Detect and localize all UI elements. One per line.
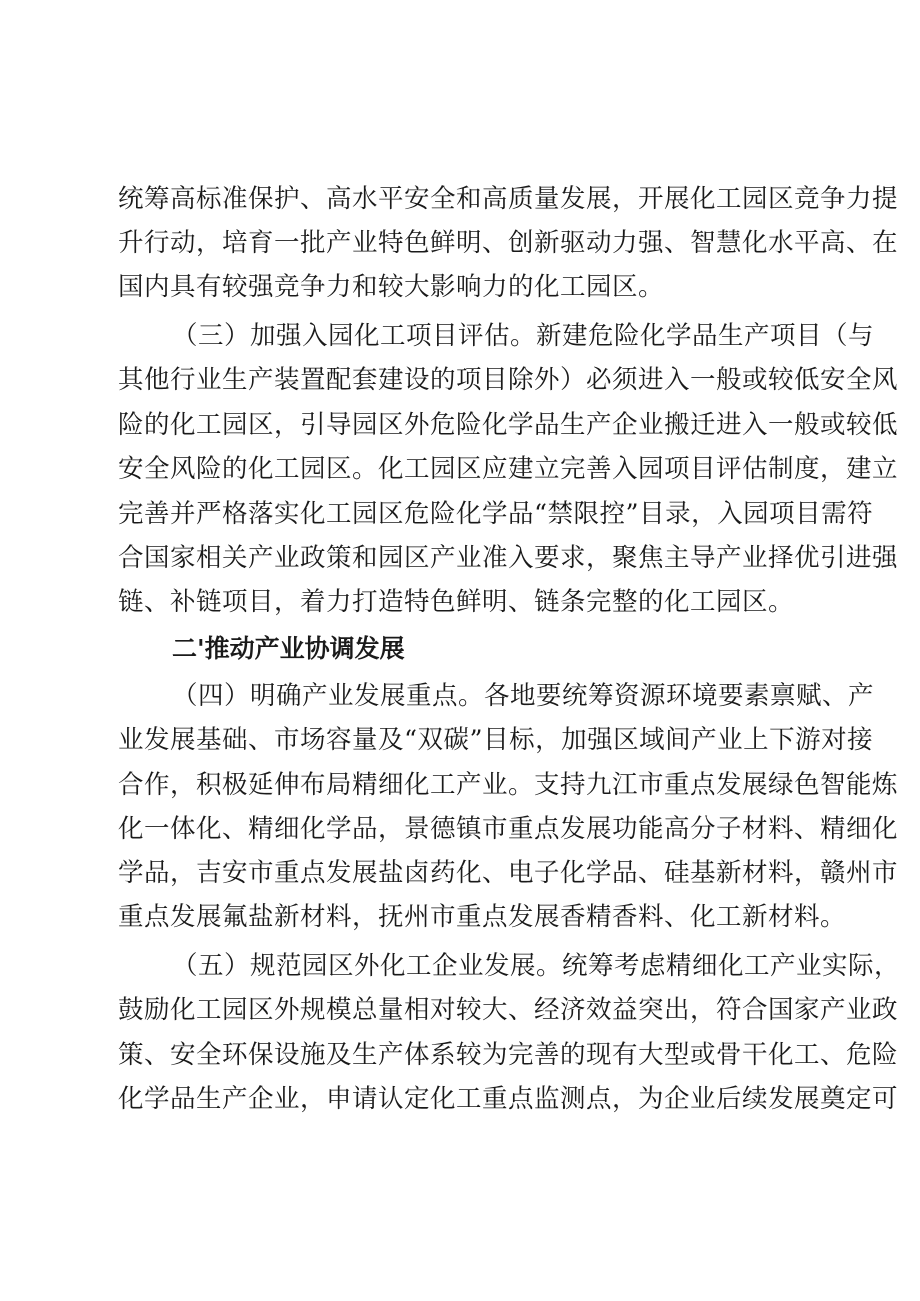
paragraph-line: 国内具有较强竞争力和较大影响力的化工园区。 [118, 272, 665, 302]
paragraph-line: 学品，吉安市重点发展盐卤药化、电子化学品、硅基新材料，赣州市 [118, 858, 899, 888]
paragraph-line: 安全风险的化工园区。化工园区应建立完善入园项目评估制度，建立 [118, 454, 899, 484]
paragraph-line: 合作，积极延伸布局精细化工产业。支持九江市重点发展绿色智能炼 [118, 770, 899, 800]
paragraph-line: （三）加强入园化工项目评估。新建危险化学品生产项目（与 [172, 321, 875, 351]
paragraph-line: 链、补链项目，着力打造特色鲜明、链条完整的化工园区。 [118, 587, 795, 617]
paragraph-line: 完善并严格落实化工园区危险化学品“禁限控”目录，入园项目需符 [118, 499, 874, 529]
paragraph-line: 合国家相关产业政策和园区产业准入要求，聚焦主导产业择优引进强 [118, 543, 899, 573]
paragraph-line: 化一体化、精细化学品，景德镇市重点发展功能高分子材料、精细化 [118, 814, 899, 844]
paragraph-line: 鼓励化工园区外规模总量相对较大、经济效益突出，符合国家产业政 [118, 995, 899, 1025]
paragraph-line: 其他行业生产装置配套建设的项目除外）必须进入一般或较低安全风 [118, 365, 899, 395]
paragraph-line: （五）规范园区外化工企业发展。统筹考虑精细化工产业实际， [172, 951, 901, 981]
paragraph-line: 升行动，培育一批产业特色鲜明、创新驱动力强、智慧化水平高、在 [118, 228, 899, 258]
paragraph-line: 策、安全环保设施及生产体系较为完善的现有大型或骨干化工、危险 [118, 1040, 899, 1070]
paragraph-line: 重点发展氟盐新材料，抚州市重点发展香精香料、化工新材料。 [118, 902, 847, 932]
paragraph-line: （四）明确产业发展重点。各地要统筹资源环境要素禀赋、产 [172, 681, 875, 711]
paragraph-line: 业发展基础、市场容量及“双碳”目标，加强区域间产业上下游对接 [118, 725, 874, 755]
section-heading: 二'推动产业协调发展 [172, 634, 405, 663]
paragraph-line: 化学品生产企业，申请认定化工重点监测点，为企业后续发展奠定可 [118, 1084, 899, 1114]
paragraph-line: 险的化工园区，引导园区外危险化学品生产企业搬迁进入一般或较低 [118, 410, 899, 440]
paragraph-line: 统筹高标准保护、高水平安全和高质量发展，开展化工园区竞争力提 [118, 184, 899, 214]
